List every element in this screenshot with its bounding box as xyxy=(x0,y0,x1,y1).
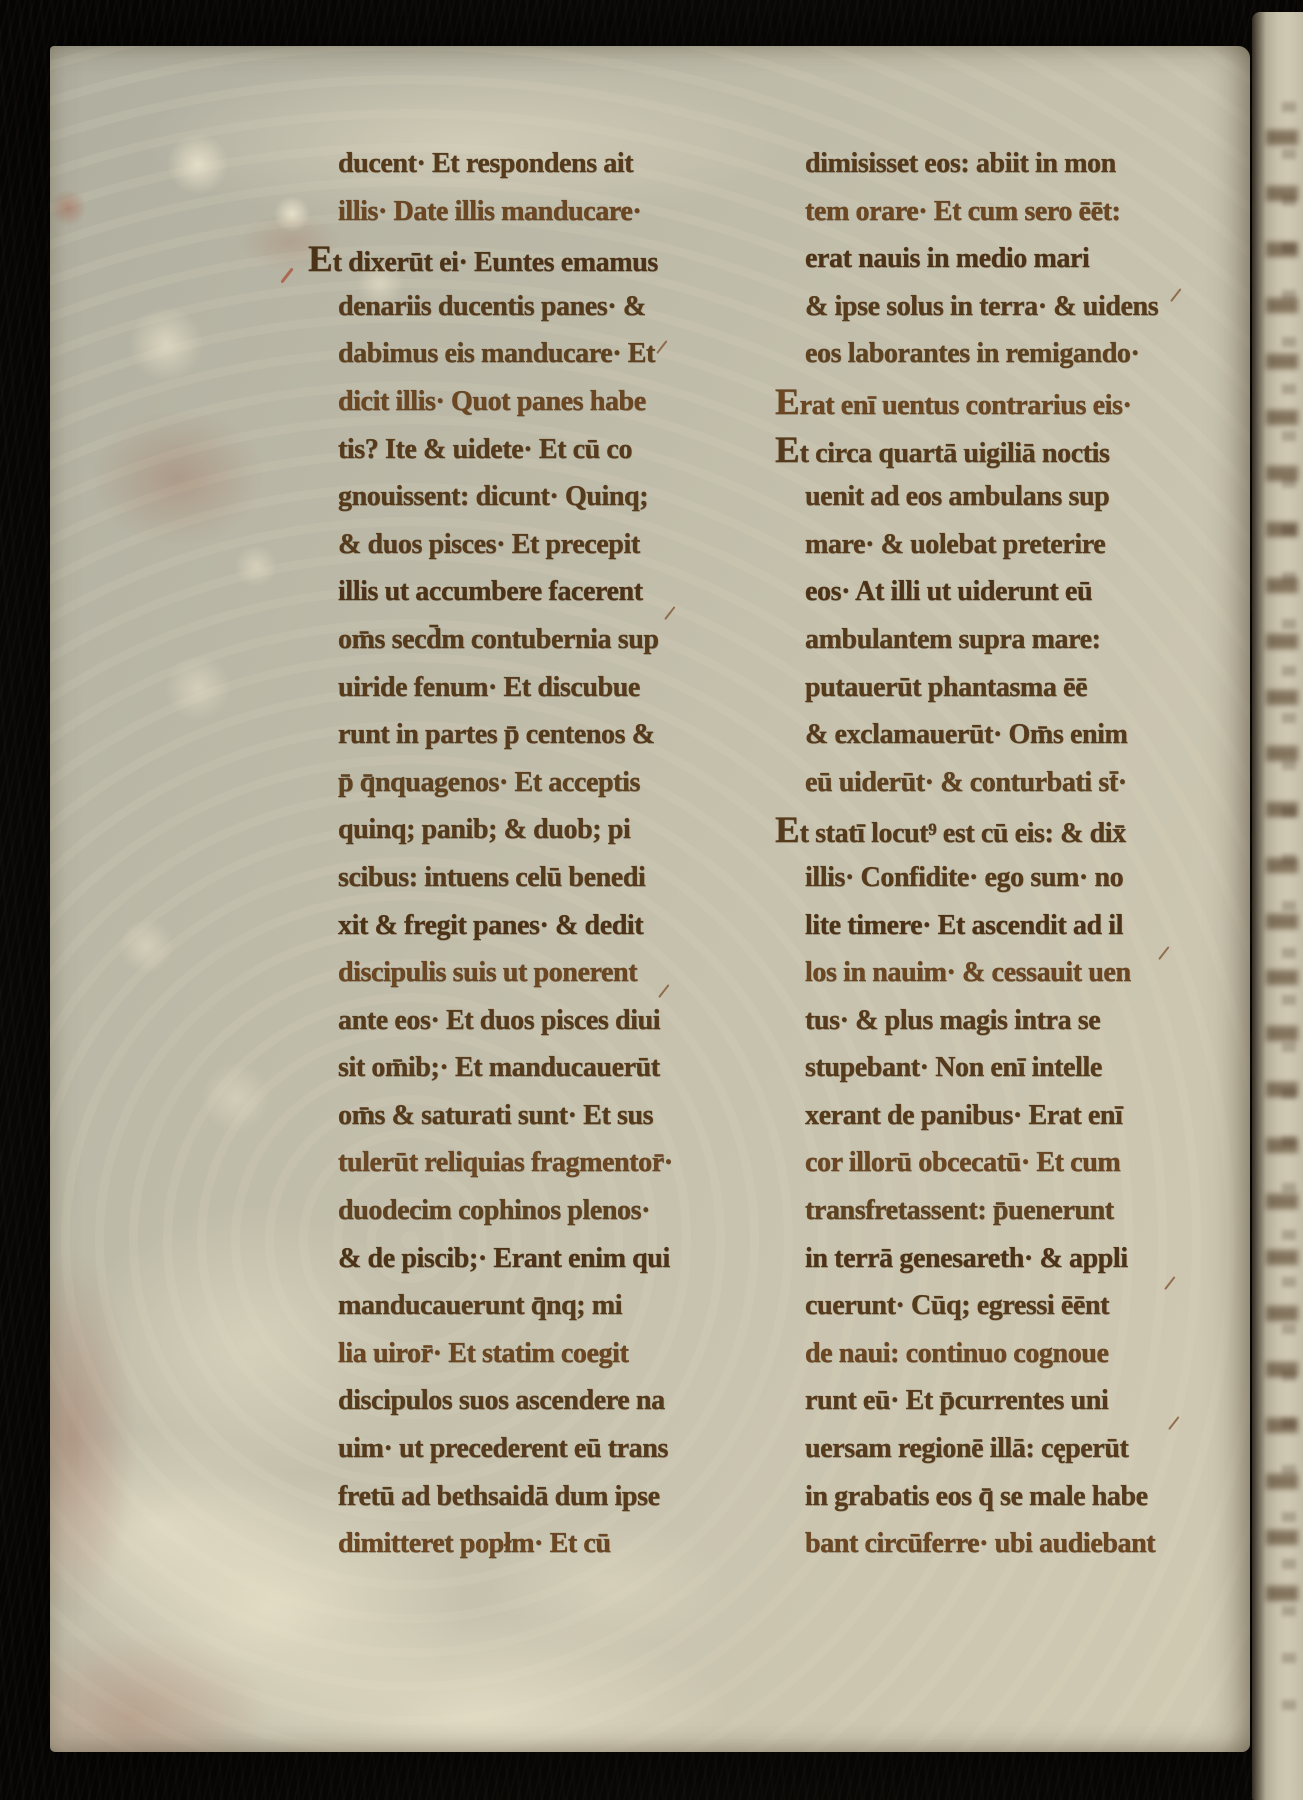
text-line: eos laborantes in remigando· xyxy=(805,338,1140,370)
next-folio-edge xyxy=(1252,12,1303,1800)
text-line: Et dixerūt ei· Euntes emamus xyxy=(308,238,658,280)
text-line: & de piscib;· Erant enim qui xyxy=(338,1242,670,1274)
text-line: in grabatis eos q̄ se male habe xyxy=(805,1480,1148,1512)
text-line: tem orare· Et cum sero ēēt: xyxy=(805,195,1121,227)
text-line: sit om̄ib;· Et manducauerūt xyxy=(338,1052,660,1084)
text-line: illis· Confidite· ego sum· no xyxy=(805,861,1124,893)
text-line: & duos pisces· Et precepit xyxy=(338,528,640,560)
text-line: discipulis suis ut ponerent xyxy=(338,957,638,989)
text-line: stupebant· Non enī intelle xyxy=(805,1052,1102,1084)
text-line: lia uiror̄· Et statim coegit xyxy=(338,1337,629,1369)
text-line: duodecim cophinos plenos· xyxy=(338,1195,651,1227)
parchment-page xyxy=(50,46,1250,1752)
text-line: eū uiderūt· & conturbati st̄· xyxy=(805,766,1127,798)
text-line: erat nauis in medio mari xyxy=(805,243,1090,275)
text-line: tis? Ite & uidete· Et cū co xyxy=(338,433,633,465)
text-line: manducauerunt q̄nq; mi xyxy=(338,1290,623,1322)
text-line: lite timere· Et ascendit ad il xyxy=(805,909,1123,941)
text-line: & exclamauerūt· Om̄s enim xyxy=(805,719,1128,751)
text-line: fretū ad bethsaidā dum ipse xyxy=(338,1480,660,1512)
text-line: om̄s & saturati sunt· Et sus xyxy=(338,1099,654,1131)
text-line: dimisisset eos: abiit in mon xyxy=(805,148,1116,179)
text-line: in terrā genesareth· & appli xyxy=(805,1242,1128,1274)
text-line: & ipse solus in terra· & uidens xyxy=(805,290,1159,322)
text-line: xit & fregit panes· & dedit xyxy=(338,909,644,941)
showthrough-text-blur xyxy=(1282,102,1296,1722)
text-line: dabimus eis manducare· Et xyxy=(338,338,655,370)
text-line: uim· ut precederent eū trans xyxy=(338,1433,668,1465)
text-line: transfretassent: p̄uenerunt xyxy=(805,1195,1114,1227)
text-line: uiride fenum· Et discubue xyxy=(338,671,640,703)
text-line: los in nauim· & cessauit uen xyxy=(805,957,1131,989)
text-line: mare· & uolebat preterire xyxy=(805,528,1106,560)
corrector-mark xyxy=(280,267,293,283)
text-line: uenit ad eos ambulans sup xyxy=(805,481,1110,513)
text-line: dimitteret popłm· Et cū xyxy=(338,1528,611,1560)
text-line: ante eos· Et duos pisces diui xyxy=(338,1004,661,1036)
text-line: bant circūferre· ubi audiebant xyxy=(805,1528,1156,1560)
text-line: illis ut accumbere facerent xyxy=(338,576,643,608)
text-line: tulerūt reliquias fragmentor̄· xyxy=(338,1147,673,1179)
text-line: putauerūt phantasma ēē xyxy=(805,671,1088,703)
text-line: quinq; panib; & duob; pi xyxy=(338,814,631,846)
text-line: runt eū· Et p̄currentes uni xyxy=(805,1385,1109,1417)
text-line: Erat enī uentus contrarius eis· xyxy=(775,380,1132,422)
text-line: cor illorū obcecatū· Et cum xyxy=(805,1147,1121,1179)
text-line: illis· Date illis manducare· xyxy=(338,195,642,227)
text-line: ambulantem supra mare: xyxy=(805,623,1101,655)
text-line: dicit illis· Quot panes habe xyxy=(338,385,646,417)
text-line: Et statī locut⁹ est cū eis: & dix̄ xyxy=(775,809,1126,851)
text-line: ducent· Et respondens ait xyxy=(338,148,634,179)
text-line: xerant de panibus· Erat enī xyxy=(805,1099,1123,1131)
text-line: p̄ q̄nquagenos· Et acceptis xyxy=(338,766,640,798)
text-line: scibus: intuens celū benedi xyxy=(338,861,646,893)
text-line: cuerunt· Cūq; egressi ēēnt xyxy=(805,1290,1110,1322)
text-line: tus· & plus magis intra se xyxy=(805,1004,1101,1036)
text-line: om̄s secd̄m contubernia sup xyxy=(338,623,659,655)
text-line: discipulos suos ascendere na xyxy=(338,1385,665,1417)
text-column-left xyxy=(308,140,723,1568)
text-line: Et circa quartā uigiliā noctis xyxy=(775,428,1110,470)
text-line: runt in partes p̄ centenos & xyxy=(338,719,655,751)
text-line: eos· At illi ut uiderunt eū xyxy=(805,576,1093,608)
text-line: gnouissent: dicunt· Quinq; xyxy=(338,481,649,513)
text-line: uersam regionē illā: cęperūt xyxy=(805,1433,1129,1465)
text-line: denariis ducentis panes· & xyxy=(338,290,646,322)
text-column-right xyxy=(775,140,1190,1568)
text-line: de naui: continuo cognoue xyxy=(805,1337,1109,1369)
